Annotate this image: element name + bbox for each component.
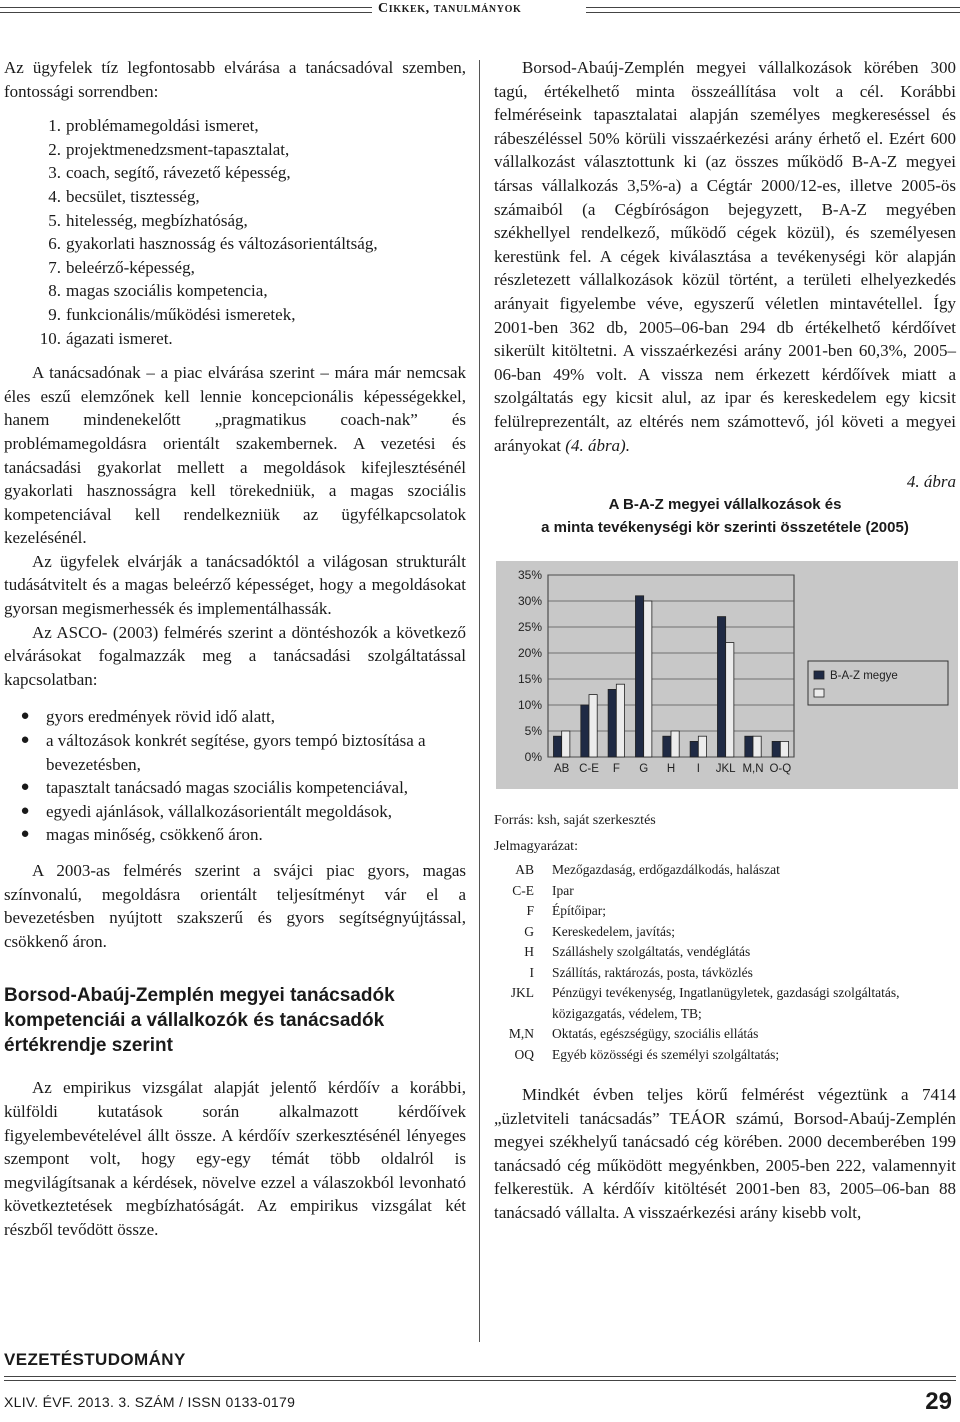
table-row: JKL Pénzügyi tevékenység, Ingatlanügyletek, gazdasági szolgáltatás, közigazgatás, védelem, TB; — [510, 985, 900, 1021]
bar-1 — [663, 736, 671, 757]
table-row: G Kereskedelem, javítás; — [524, 923, 675, 939]
legend-label: B-A-Z megye — [830, 670, 898, 683]
table-row: I Szállítás, raktározás, posta, távközlés — [529, 964, 753, 980]
y-tick-label: 30% — [517, 594, 542, 609]
y-tick-label: 25% — [517, 620, 542, 635]
page-footer — [4, 1342, 960, 1422]
paragraph: A tanácsadónak – a piac elvárása szerint – mára már nemcsak éles eszű elemzőnek kell lennie koncepcionális képességekkel, hanem mindenekelőtt „pragmatikus coach-nak” és problémamegoldásra orientált szakembernek. A vezetési és tanácsadási gyakorlat mellett a megoldások kifejlesztésénél gyakorlati hasznosságra kell törekedniük, a magas szociális kompetenciával kell rendelkezniük az ügyfélkapcsolatok kezelésénél. — [4, 363, 466, 548]
list-item: 2. projektmenedzsment-tapasztalat, — [48, 139, 290, 159]
bar-chart — [496, 561, 958, 789]
list-item: 5. hitelesség, megbízhatóság, — [48, 210, 248, 230]
list-intro: Az ügyfelek tíz legfontosabb elvárása a tanácsadóval szemben, fontossági sorrendben: — [4, 58, 466, 101]
abbreviation-heading: Jelmagyarázat: — [494, 839, 578, 855]
expectations-list — [4, 114, 466, 350]
figure-title-line-2: a minta tevékenységi kör szerinti összetétele (2005) — [541, 519, 909, 537]
y-tick-label: 5% — [524, 724, 542, 739]
figure-title-line-1: A B-A-Z megyei vállalkozások és — [608, 496, 842, 514]
bullet-icon: ● — [20, 732, 30, 749]
paragraph: Az ügyfelek elvárják a tanácsadóktól a világosan strukturált tudásátvitelt és a magas beleérző képességet, hogy a megoldásokat gyorsan megismerhessék és implementálhassák. — [4, 551, 466, 619]
y-tick-label: 15% — [517, 672, 542, 687]
bar-2 — [671, 731, 679, 757]
bar-1 — [772, 741, 780, 757]
bar-2 — [616, 684, 624, 757]
y-tick-label: 35% — [517, 568, 542, 583]
x-tick-label: JKL — [715, 763, 736, 776]
footer-rule — [4, 1376, 956, 1381]
left-column — [4, 56, 466, 1242]
bar-2 — [589, 695, 597, 757]
bullet-icon: ● — [20, 779, 30, 796]
figure-source: Forrás: ksh, saját szerkesztés — [494, 813, 656, 829]
paragraph: Az empirikus vizsgálat alapját jelentő kérdőív a korábbi, külföldi kutatások során alkalmazott kérdőívek figyelembevételével állt össze. A kérdőív szerkesztésénél lényeges szempont volt, hogy egy-egy témát több oldalról is megvilágítsanak a kérdések, növelve ezzel a válaszokból levonható következtetések megbízhatóságát. Az empirikus vizsgálat két részből tevődött össze. — [4, 1078, 466, 1239]
column-divider — [479, 60, 480, 1342]
y-tick-label: 20% — [517, 646, 542, 661]
bar-1 — [690, 741, 698, 757]
table-row: F Építőipar; — [526, 903, 606, 919]
x-tick-label: AB — [553, 763, 570, 776]
x-tick-label: O-Q — [769, 763, 792, 776]
list-item: 3. coach, segítő, rávezető képesség, — [48, 163, 291, 183]
bar-2 — [753, 736, 761, 757]
section-title: Cikkek, tanulmányok — [378, 1, 522, 16]
bar-1 — [717, 617, 725, 757]
list-item: ● gyors eredmények rövid idő alatt, — [4, 705, 466, 729]
page-number: 29 — [925, 1388, 952, 1415]
paragraph: Az ASCO- (2003) felmérés szerint a döntéshozók a következő elvárásokat fogalmazzák meg a tanácsadási szolgáltatással kapcsolatban: — [4, 622, 466, 689]
table-row: H Szálláshely szolgáltatás, vendéglátás — [524, 944, 751, 960]
abbreviation-table — [494, 860, 956, 1065]
list-item: 1. problémamegoldási ismeret, — [48, 116, 259, 136]
list-item: ● egyedi ajánlások, vállalkozásorientált megoldások, — [4, 800, 466, 824]
bar-2 — [698, 736, 706, 757]
bullet-icon: ● — [20, 802, 30, 819]
x-tick-label: I — [696, 763, 700, 776]
bar-2 — [562, 731, 570, 757]
bullet-icon: ● — [20, 708, 30, 725]
chart-svg — [496, 561, 958, 789]
bullet-icon: ● — [20, 826, 30, 843]
bar-2 — [780, 741, 788, 757]
bar-2 — [726, 643, 734, 757]
bar-1 — [608, 689, 616, 757]
bar-1 — [553, 736, 561, 757]
right-column — [494, 56, 956, 1225]
running-header — [0, 0, 960, 24]
x-tick-label: C-E — [579, 763, 599, 776]
bar-1 — [635, 596, 643, 757]
paragraph: Mindkét évben teljes körű felmérést végeztünk a 7414 „üzletviteli tanácsadás” TEÁOR számú, Borsod-Abaúj-Zemplén megyei székhelyű tanácsadó cég körében. 2000 decemberében 199 tanácsadó cég működött megyénkben, 2005-ben 222, valamennyit felkerestük. A kérdőív kitöltését 2001-ben 83, 2005–06-ban 88 tanácsadó vállalta. A visszaérkezési arány kisebb volt, — [494, 1085, 956, 1223]
table-row: AB Mezőgazdaság, erdőgazdálkodás, halászat — [515, 862, 780, 878]
table-row: M,N Oktatás, egészségügy, szociális ellátás — [508, 1026, 759, 1042]
bar-1 — [745, 736, 753, 757]
bullet-list — [4, 705, 466, 847]
bar-2 — [644, 601, 652, 757]
list-item: 6. gyakorlati hasznosság és változásorientáltság, — [48, 234, 378, 254]
section-heading: Borsod-Abaúj-Zemplén megyei tanácsadók kompetenciái a vállalkozók és tanácsadók értékrendje szerint — [4, 985, 395, 1057]
figure-label: 4. ábra — [906, 472, 956, 492]
list-item: ● tapasztalt tanácsadó magas szociális kompetenciával, — [4, 776, 466, 800]
list-item: 8. magas szociális kompetencia, — [48, 281, 268, 301]
y-tick-label: 10% — [517, 698, 542, 713]
table-row: OQ Egyéb közösségi és személyi szolgáltatás; — [514, 1046, 780, 1062]
list-item: 7. beleérző-képesség, — [48, 257, 195, 277]
table-row: C-E Ipar — [512, 882, 574, 898]
list-item: 9. funkcionális/működési ismeretek, — [48, 304, 296, 324]
header-rule-right — [586, 7, 960, 13]
list-item: ● a változások konkrét segítése, gyors tempó biztosítása a bevezetésben, — [4, 729, 466, 776]
x-tick-label: F — [612, 763, 620, 776]
legend-swatch — [814, 689, 824, 697]
legend-swatch — [814, 671, 824, 679]
legend-box — [808, 661, 948, 705]
bar-1 — [581, 705, 589, 757]
list-item: 10. ágazati ismeret. — [39, 328, 173, 348]
x-tick-label: M,N — [742, 763, 764, 776]
list-item: ● magas minőség, csökkenő áron. — [4, 823, 466, 847]
x-tick-label: G — [639, 763, 649, 776]
y-tick-label: 0% — [524, 750, 542, 765]
journal-name: VEZETÉSTUDOMÁNY — [4, 1350, 186, 1369]
issue-info: XLIV. ÉVF. 2013. 3. SZÁM / ISSN 0133-0179 — [4, 1394, 296, 1410]
x-tick-label: H — [666, 763, 676, 776]
paragraph: A 2003-as felmérés szerint a svájci piac gyors, magas színvonalú, megoldásra orientált teljesítményt vár el a bevezetésben nyújtott szakszerű és gyors segítségnyújtással, csökkenő áron. — [4, 861, 466, 951]
header-rule-left — [0, 7, 372, 13]
paragraph: Borsod-Abaúj-Zemplén megyei vállalkozások körében 300 tagú, értékelhető minta összeállítása volt a cél. Korábbi felméréseink tapasztalatai alapján személyes megkereséssel és rábeszéléssel 50% körüli visszaérkezési arány érhető el. Ezért 600 vállalkozást választottunk ki (az összes működő B-A-Z megyei társas vállalkozás 3,5%-a) a Cégtár 2000/12-es, illetve 2005-ös számaiból (a Cégbíróságon bejegyzett, B-A-Z megyében székhellyel rendelkező, működő cégek közül), és személyesen kerestünk fel. A cégek kiválasztása a tevékenységi kör alapján részletezett vállalkozások közül történt, a területi elhelyezkedés arányait figyelembe véve, egyszerű véletlen mintavétellel. Így 2001-ben 362 db, 2005–06-ban 294 db értékelhető kérdőívet sikerült kitöltetni. A visszaérkezési arány 2001-ben 60,3%, 2005–06-ban 49% volt. A vissza nem érkezett kérdőívek miatt a szolgáltatás egy kicsit alul, az ipar és kereskedelem egy kicsit felülreprezentált, az eltérés nem számottevő, jól követi a megyei arányokat (4. ábra). — [494, 58, 956, 455]
figure-reference: (4. ábra). — [565, 435, 630, 455]
list-item: 4. becsület, tisztesség, — [48, 186, 200, 206]
